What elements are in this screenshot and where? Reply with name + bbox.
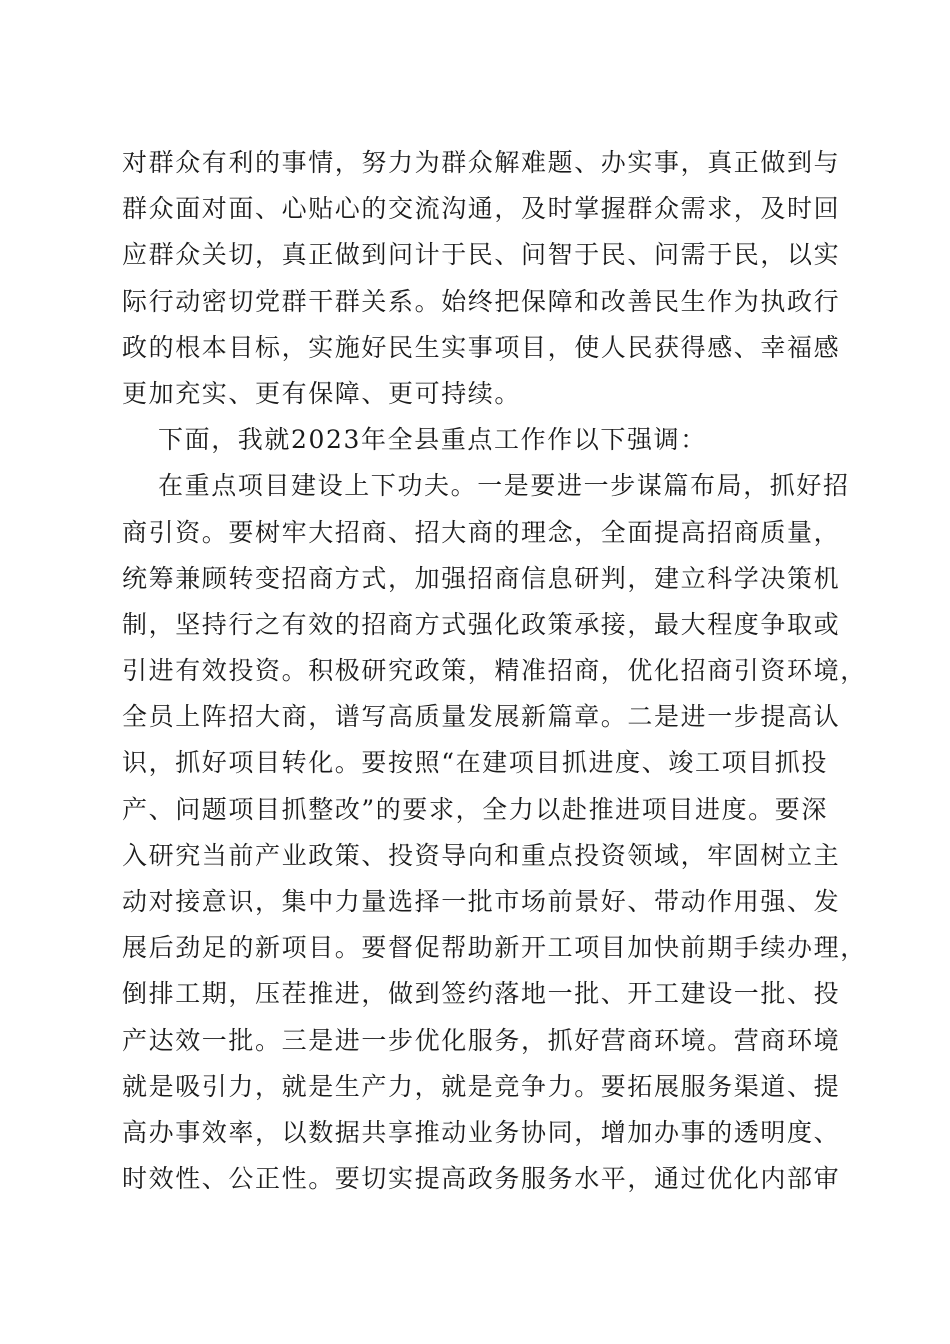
- text-line: 高办事效率，以数据共享推动业务协同，增加办事的透明度、: [122, 1117, 841, 1147]
- text-line: 应群众关切，真正做到问计于民、问智于民、问需于民，以实: [122, 240, 841, 270]
- text-line: 就是吸引力，就是生产力，就是竞争力。要拓展服务渠道、提: [122, 1071, 841, 1101]
- text-line: 统筹兼顾转变招商方式，加强招商信息研判，建立科学决策机: [122, 563, 841, 593]
- text-line: 群众面对面、心贴心的交流沟通，及时掌握群众需求，及时回: [122, 194, 841, 224]
- text-line: 引进有效投资。积极研究政策，精准招商，优化招商引资环境，: [122, 656, 867, 686]
- text-line: 展后劲足的新项目。要督促帮助新开工项目加快前期手续办理，: [122, 933, 867, 963]
- text-line: 动对接意识，集中力量选择一批市场前景好、带动作用强、发: [122, 887, 841, 916]
- text-line: 政的根本目标，实施好民生实事项目，使人民获得感、幸福感: [122, 332, 841, 362]
- text-line: 制，坚持行之有效的招商方式强化政策承接，最大程度争取或: [122, 609, 841, 639]
- text-line: 产、问题项目抓整改”的要求，全力以赴推进项目进度。要深: [122, 794, 828, 824]
- text-line: 在重点项目建设上下功夫。一是要进一步谋篇布局，抓好招: [158, 471, 850, 501]
- text-line: 识，抓好项目转化。要按照“在建项目抓进度、竣工项目抓投: [122, 748, 828, 778]
- text-line: 时效性、公正性。要切实提高政务服务水平，通过优化内部审: [122, 1164, 841, 1194]
- text-line: 对群众有利的事情，努力为群众解难题、办实事，真正做到与: [122, 148, 841, 177]
- text-line: 全员上阵招大商，谱写高质量发展新篇章。二是进一步提高认: [122, 702, 841, 732]
- text-line: 下面，我就2023年全县重点工作作以下强调：: [158, 425, 707, 455]
- text-line: 产达效一批。三是进一步优化服务，抓好营商环境。营商环境: [122, 1025, 841, 1055]
- body-text: [122, 140, 867, 1202]
- text-line: 际行动密切党群干群关系。始终把保障和改善民生作为执政行: [122, 286, 841, 316]
- text-line: 商引资。要树牢大招商、招大商的理念，全面提高招商质量，: [122, 517, 841, 547]
- text-line: 更加充实、更有保障、更可持续。: [122, 378, 522, 408]
- text-line: 倒排工期，压茬推进，做到签约落地一批、开工建设一批、投: [122, 979, 841, 1009]
- text-line: 入研究当前产业政策、投资导向和重点投资领域，牢固树立主: [122, 840, 841, 870]
